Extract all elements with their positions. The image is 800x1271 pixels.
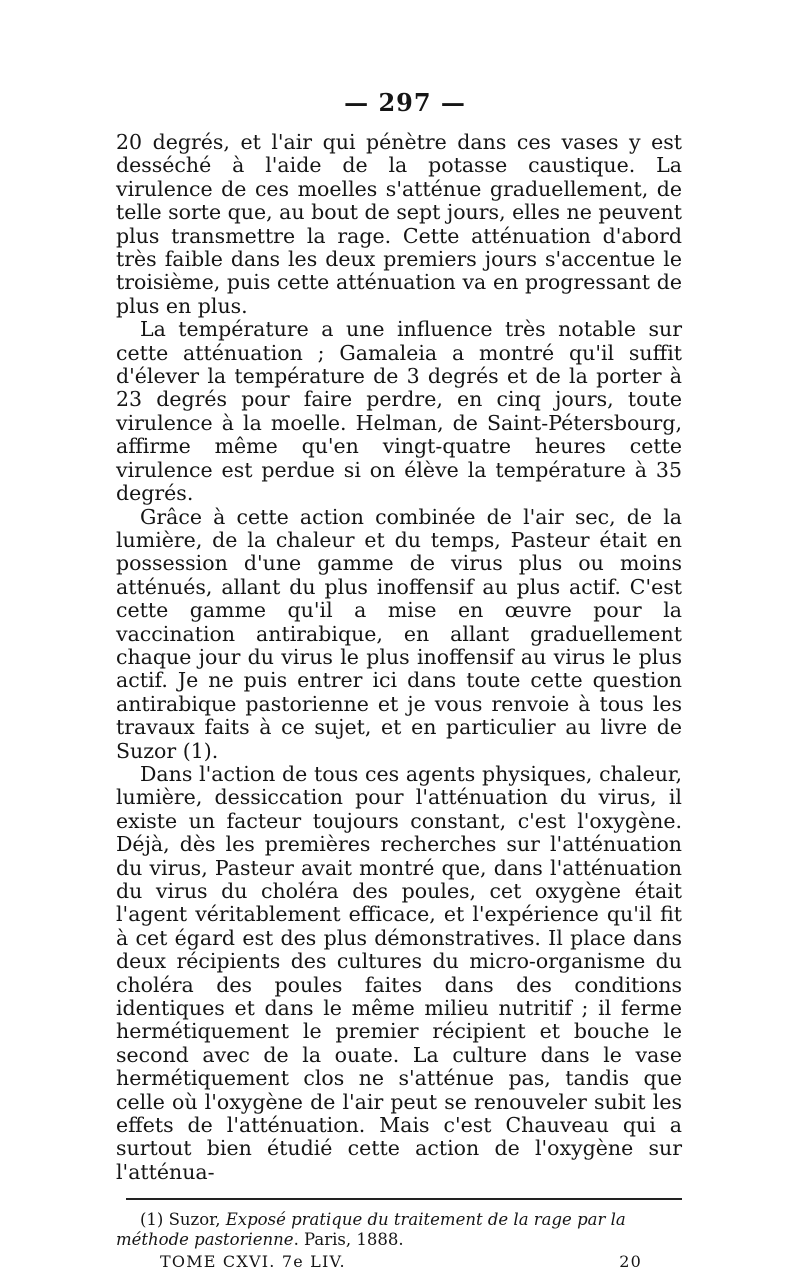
sheet-number: 20 (619, 1252, 642, 1271)
paragraph-1: 20 degrés, et l'air qui pénètre dans ces vases y est desséché à l'aide de la potasse caustique. La virulence de ces moelles s'atténue graduellement, de telle sorte que, au bout de sept jours, elles ne peuvent plus transmettre la rage. Cette atténuation d'abord très faible dans les deux premiers jours s'accentue le troisième, puis cette atténuation va en progressant de plus en plus. (116, 130, 682, 318)
volume-mark: TOME CXVI. 7e LIV. (160, 1252, 346, 1271)
footnote-rest: . Paris, 1888. (293, 1230, 404, 1250)
book-page (116, 88, 682, 1271)
footnote-divider (126, 1198, 682, 1200)
paragraph-2: La température a une influence très notable sur cette atténuation ; Gamaleia a montré qu'il suffit d'élever la température de 3 degrés et de la porter à 23 degrés pour faire perdre, en cinq jours, toute virulence à la moelle. Helman, de Saint-Pétersbourg, affirme même qu'en vingt-quatre heures cette virulence est perdue si on élève la température à 35 degrés. (116, 317, 682, 506)
footnote-marker: (1) Suzor, (140, 1210, 226, 1230)
footnote-title: Exposé pratique du traitement de la rage par la méthode pastorienne (116, 1210, 626, 1250)
paragraph-3: Grâce à cette action combinée de l'air sec, de la lumière, de la chaleur et du temps, Pasteur était en possession d'une gamme de virus plus ou moins atténués, allant du plus inoffensif au plus actif. C'est cette gamme qu'il a mise en œuvre pour la vaccination antirabique, en allant graduellement chaque jour du virus le plus inoffensif au virus le plus actif. Je ne puis entrer ici dans toute cette question antirabique pastorienne et je vous renvoie à tous les travaux faits à ce sujet, et en particulier au livre de Suzor (1). (116, 504, 682, 763)
paragraph-4: Dans l'action de tous ces agents physiques, chaleur, lumière, dessiccation pour l'atténuation du virus, il existe un facteur toujours constant, c'est l'oxygène. Déjà, dès les premières recherches sur l'atténuation du virus, Pasteur avait montré que, dans l'atténuation du virus du choléra des poules, cet oxygène était l'agent véritablement efficace, et l'expérience qu'il fit à cet égard est des plus démonstratives. Il place dans deux récipients des cultures du micro-organisme du choléra des poules faites dans des conditions identiques et dans le même milieu nutritif ; il ferme hermétiquement le premier récipient et bouche le second avec de la ouate. La culture dans le vase hermétiquement clos ne s'atténue pas, tandis que celle où l'oxygène de l'air peut se renouveler subit les effets de l'atténuation. Mais c'est Chauveau qui a surtout bien étudié cette action de l'oxygène sur l'atténua- (116, 761, 682, 1184)
page-number: — 297 — (344, 88, 466, 117)
footnote (116, 1210, 682, 1250)
